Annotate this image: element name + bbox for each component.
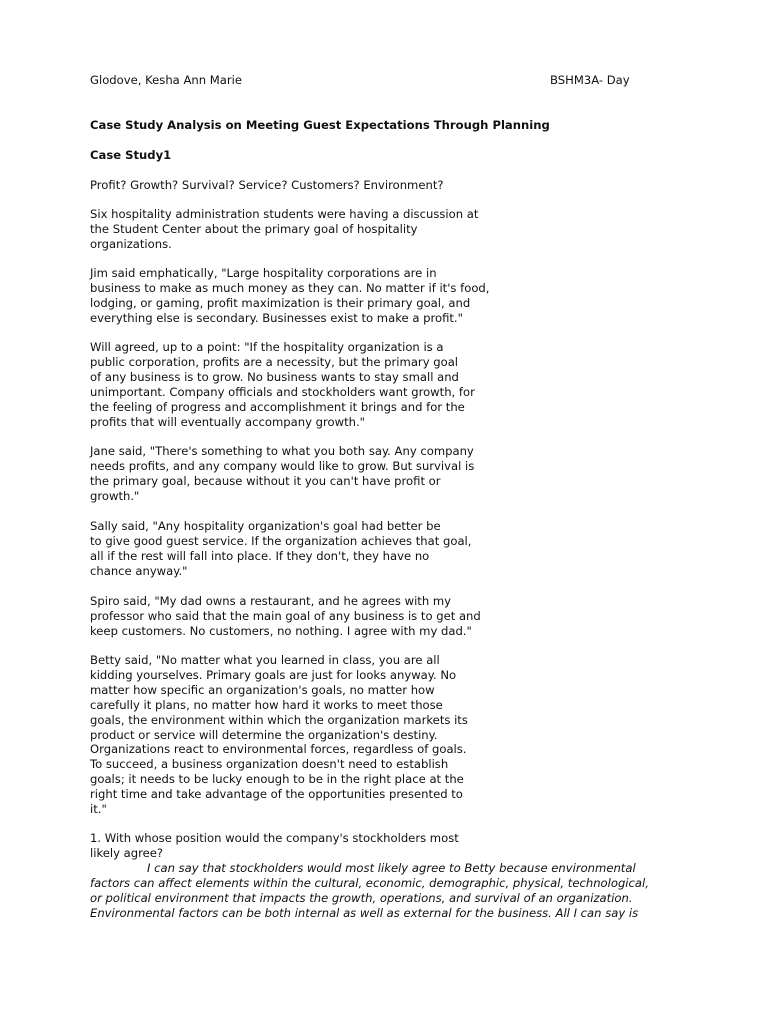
text-line: product or service will determine the organization's destiny.	[90, 727, 438, 742]
text-line: carefully it plans, no matter how hard it works to meet those	[90, 697, 443, 712]
text-line: growth."	[90, 488, 140, 503]
class-section: BSHM3A- Day	[550, 73, 630, 87]
text-line: Spiro said, "My dad owns a restaurant, and he agrees with my	[90, 594, 452, 608]
text-line: kidding yourselves. Primary goals are just for looks anyway. No	[90, 667, 457, 682]
student-name: Glodove, Kesha Ann Marie	[90, 73, 242, 87]
text-line: matter how specific an organization's goals, no matter how	[90, 682, 435, 697]
text-line: needs profits, and any company would like to grow. But survival is	[90, 458, 475, 473]
sally-paragraph	[90, 519, 530, 579]
text-line: public corporation, profits are a necessity, but the primary goal	[90, 354, 459, 369]
text-line: Sally said, "Any hospitality organization's goal had better be	[90, 519, 441, 533]
text-line: the primary goal, because without it you can't have profit or	[90, 473, 441, 488]
text-line: Jim said emphatically, "Large hospitality corporations are in	[90, 266, 437, 280]
text-line: Environmental factors can be both internal as well as external for the business. All I can say is	[90, 905, 639, 920]
text-line: all if the rest will fall into place. If they don't, they have no	[90, 548, 430, 563]
text-line: Will agreed, up to a point: "If the hospitality organization is a	[90, 340, 444, 354]
text-line: the feeling of progress and accomplishment it brings and for the	[90, 399, 465, 414]
document-title: Case Study Analysis on Meeting Guest Expectations Through Planning	[90, 118, 550, 132]
text-line: Jane said, "There's something to what you both say. Any company	[90, 444, 474, 458]
text-line: right time and take advantage of the opportunities presented to	[90, 787, 463, 802]
text-line: likely agree?	[90, 845, 164, 860]
text-line: I can say that stockholders would most likely agree to Betty because environmental	[147, 861, 636, 875]
spiro-paragraph	[90, 594, 530, 639]
text-line: Six hospitality administration students were having a discussion at	[90, 207, 479, 221]
text-line: lodging, or gaming, profit maximization is their primary goal, and	[90, 295, 471, 310]
question-line-paragraph	[90, 178, 530, 193]
text-line: unimportant. Company officials and stockholders want growth, for	[90, 384, 475, 399]
text-line: To succeed, a business organization doesn't need to establish	[90, 757, 449, 772]
question-1	[90, 831, 530, 861]
intro-paragraph	[90, 207, 530, 252]
text-line: of any business is to grow. No business wants to stay small and	[90, 369, 459, 384]
text-line: organizations.	[90, 236, 172, 251]
text-line: everything else is secondary. Businesses exist to make a profit."	[90, 310, 463, 325]
betty-paragraph	[90, 653, 530, 817]
will-paragraph	[90, 340, 530, 429]
text-line: profits that will eventually accompany growth."	[90, 414, 366, 429]
text-line: it."	[90, 802, 107, 817]
jim-paragraph	[90, 266, 530, 326]
text-line: goals, the environment within which the organization markets its	[90, 712, 468, 727]
text-line: or political environment that impacts the growth, operations, and survival of an organization.	[90, 890, 633, 905]
text-line: factors can affect elements within the cultural, economic, demographic, physical, technological,	[90, 875, 649, 890]
text-line: to give good guest service. If the organization achieves that goal,	[90, 533, 472, 548]
text-line: chance anyway."	[90, 563, 188, 578]
text-line: the Student Center about the primary goal of hospitality	[90, 221, 418, 236]
text-line: keep customers. No customers, no nothing. I agree with my dad."	[90, 623, 472, 638]
text-line: goals; it needs to be lucky enough to be in the right place at the	[90, 772, 464, 787]
text-line: Profit? Growth? Survival? Service? Customers? Environment?	[90, 178, 444, 192]
text-line: professor who said that the main goal of any business is to get and	[90, 608, 481, 623]
case-study-label: Case Study1	[90, 148, 172, 162]
text-line: 1. With whose position would the company's stockholders most	[90, 831, 459, 845]
answer-paragraph	[90, 861, 676, 921]
text-line: business to make as much money as they can. No matter if it's food,	[90, 280, 490, 295]
text-line: Betty said, "No matter what you learned in class, you are all	[90, 653, 440, 667]
text-line: Organizations react to environmental forces, regardless of goals.	[90, 742, 467, 757]
jane-paragraph	[90, 444, 530, 504]
